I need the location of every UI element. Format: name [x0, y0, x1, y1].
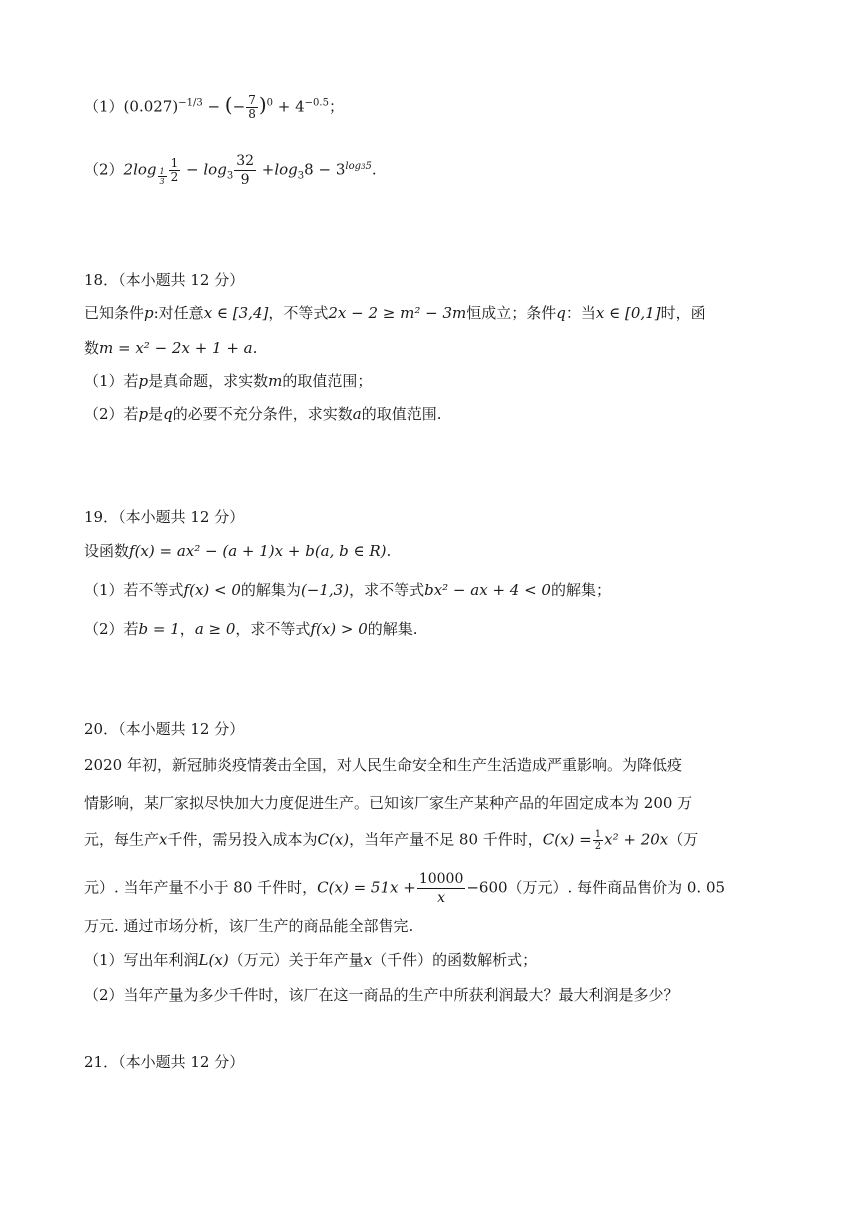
p20-line1: 2020 年初，新冠肺炎疫情袭击全国，对人民生命安全和生产生活造成严重影响。为降低疫 [84, 756, 682, 774]
p19-title: 19．（本小题共 12 分） [84, 508, 245, 526]
p17-q2: （2）2log $_{\frac{1}{3}}$ $\frac{1}{2}$ − $\log_3$ $\frac{32}{9}$ $+\log_38 - 3^{log35}$. [84, 153, 377, 188]
p20-q2: （2）当年产量为多少千件时，该厂在这一商品的生产中所获利润最大？最大利润是多少？ [84, 986, 679, 1004]
p20-line4: 元）. 当年产量不小于 80 千件时，C(x) = 51x + $\frac{10000}{x}$ −600（万元）. 每件商品售价为 0. 05 [84, 871, 726, 906]
p19-q2: （2）若b = 1，a ≥ 0，求不等式f(x) > 0的解集. [84, 620, 418, 638]
p18-q1: （1）若p是真命题，求实数m的取值范围； [84, 372, 373, 390]
p21-title: 21．（本小题共 12 分） [84, 1053, 245, 1071]
p18-q2: （2）若p是q的必要不充分条件，求实数a的取值范围. [84, 405, 442, 423]
p19-q1: （1）若不等式f(x) < 0的解集为(−1,3)，求不等式bx² − ax + 4 < 0的解集； [84, 581, 611, 599]
p17-q1-frac: $\frac{7}{8}$ [248, 93, 256, 121]
p18-line2: 数m = x² − 2x + 1 + a. [84, 339, 258, 357]
p17-q1-base: (0.027) [123, 97, 179, 116]
p20-line2: 情影响，某厂家拟尽快加大力度促进生产。已知该厂家生产某种产品的年固定成本为 200 万 [84, 794, 693, 812]
p17-q1: $(1)(0.027)^{-1/3}$ − (− $\frac{7}{8}$ )$^0 + 4^{-0.5}$； [84, 92, 344, 121]
p19-line1: 设函数f(x) = ax² − (a + 1)x + b(a, b ∈ R). [84, 542, 392, 560]
p20-line3: 元，每生产x千件，需另投入成本为C(x)，当年产量不足 80 千件时，C(x) = $\frac{1}{2}$ x² + 20x（万 [84, 829, 699, 852]
p18-line1: 已知条件p:对任意x ∈ [3,4]，不等式2x − 2 ≥ m² − 3m恒成立；条件q：当x ∈ [0,1]时，函 [84, 304, 706, 322]
p17-q1-label: （1） [84, 97, 124, 116]
p20-line5: 万元. 通过市场分析，该厂生产的商品能全部售完. [84, 917, 414, 935]
p18-title: 18．（本小题共 12 分） [84, 271, 245, 289]
p20-q1: （1）写出年利润L(x)（万元）关于年产量x（千件）的函数解析式； [84, 951, 538, 969]
p17-q1-exp-a: −1/3 [178, 97, 203, 109]
p20-title: 20．（本小题共 12 分） [84, 720, 245, 738]
